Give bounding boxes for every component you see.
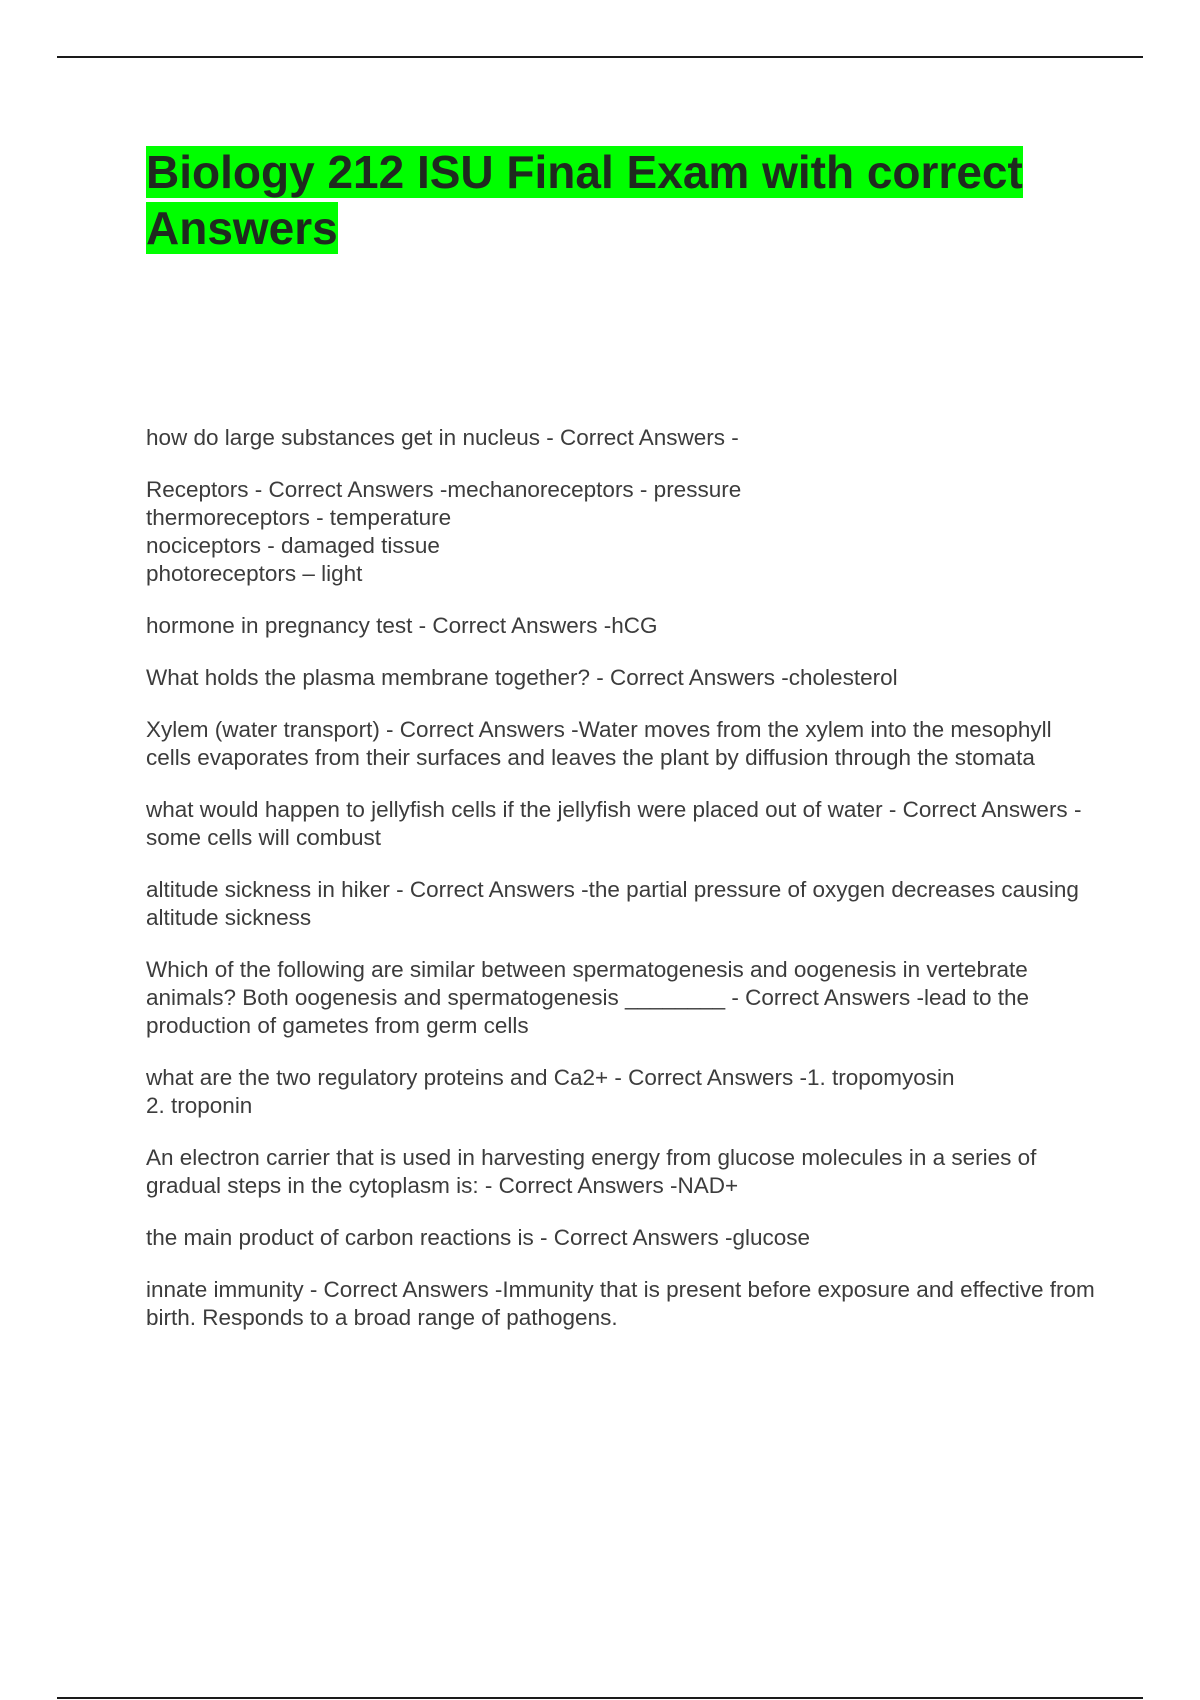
qa-item: hormone in pregnancy test - Correct Answers -hCG [146, 613, 658, 638]
qa-item: innate immunity - Correct Answers -Immunity that is present before exposure and effective from birth. Responds to a broad range of pathogens. [146, 1277, 1095, 1330]
document-title [146, 144, 1086, 256]
qa-item: what would happen to jellyfish cells if the jellyfish were placed out of water - Correct Answers -some cells will combust [146, 797, 1082, 850]
qa-item: how do large substances get in nucleus - Correct Answers - [146, 425, 739, 450]
qa-item: Receptors - Correct Answers -mechanoreceptors - pressure thermoreceptors - temperature nociceptors - damaged tissue photoreceptors – light [146, 477, 742, 586]
qa-item: the main product of carbon reactions is - Correct Answers -glucose [146, 1225, 811, 1250]
qa-item: what are the two regulatory proteins and Ca2+ - Correct Answers -1. tropomyosin 2. troponin [146, 1065, 955, 1118]
qa-item: altitude sickness in hiker - Correct Answers -the partial pressure of oxygen decreases causing altitude sickness [146, 877, 1079, 930]
qa-item: An electron carrier that is used in harvesting energy from glucose molecules in a series of gradual steps in the cytoplasm is: - Correct Answers -NAD+ [146, 1145, 1037, 1198]
title-highlight: Biology 212 ISU Final Exam with correct Answers [146, 146, 1023, 254]
qa-item: What holds the plasma membrane together? - Correct Answers -cholesterol [146, 665, 898, 690]
top-rule [57, 56, 1143, 58]
qa-list [146, 424, 1096, 1356]
bottom-rule [57, 1697, 1143, 1699]
qa-item: Xylem (water transport) - Correct Answers -Water moves from the xylem into the mesophyll cells evaporates from their surfaces and leaves the plant by diffusion through the stomata [146, 717, 1052, 770]
qa-item: Which of the following are similar between spermatogenesis and oogenesis in vertebrate animals? Both oogenesis and spermatogenesis ________ - Correct Answers -lead to the production of gametes from germ cells [146, 957, 1030, 1038]
